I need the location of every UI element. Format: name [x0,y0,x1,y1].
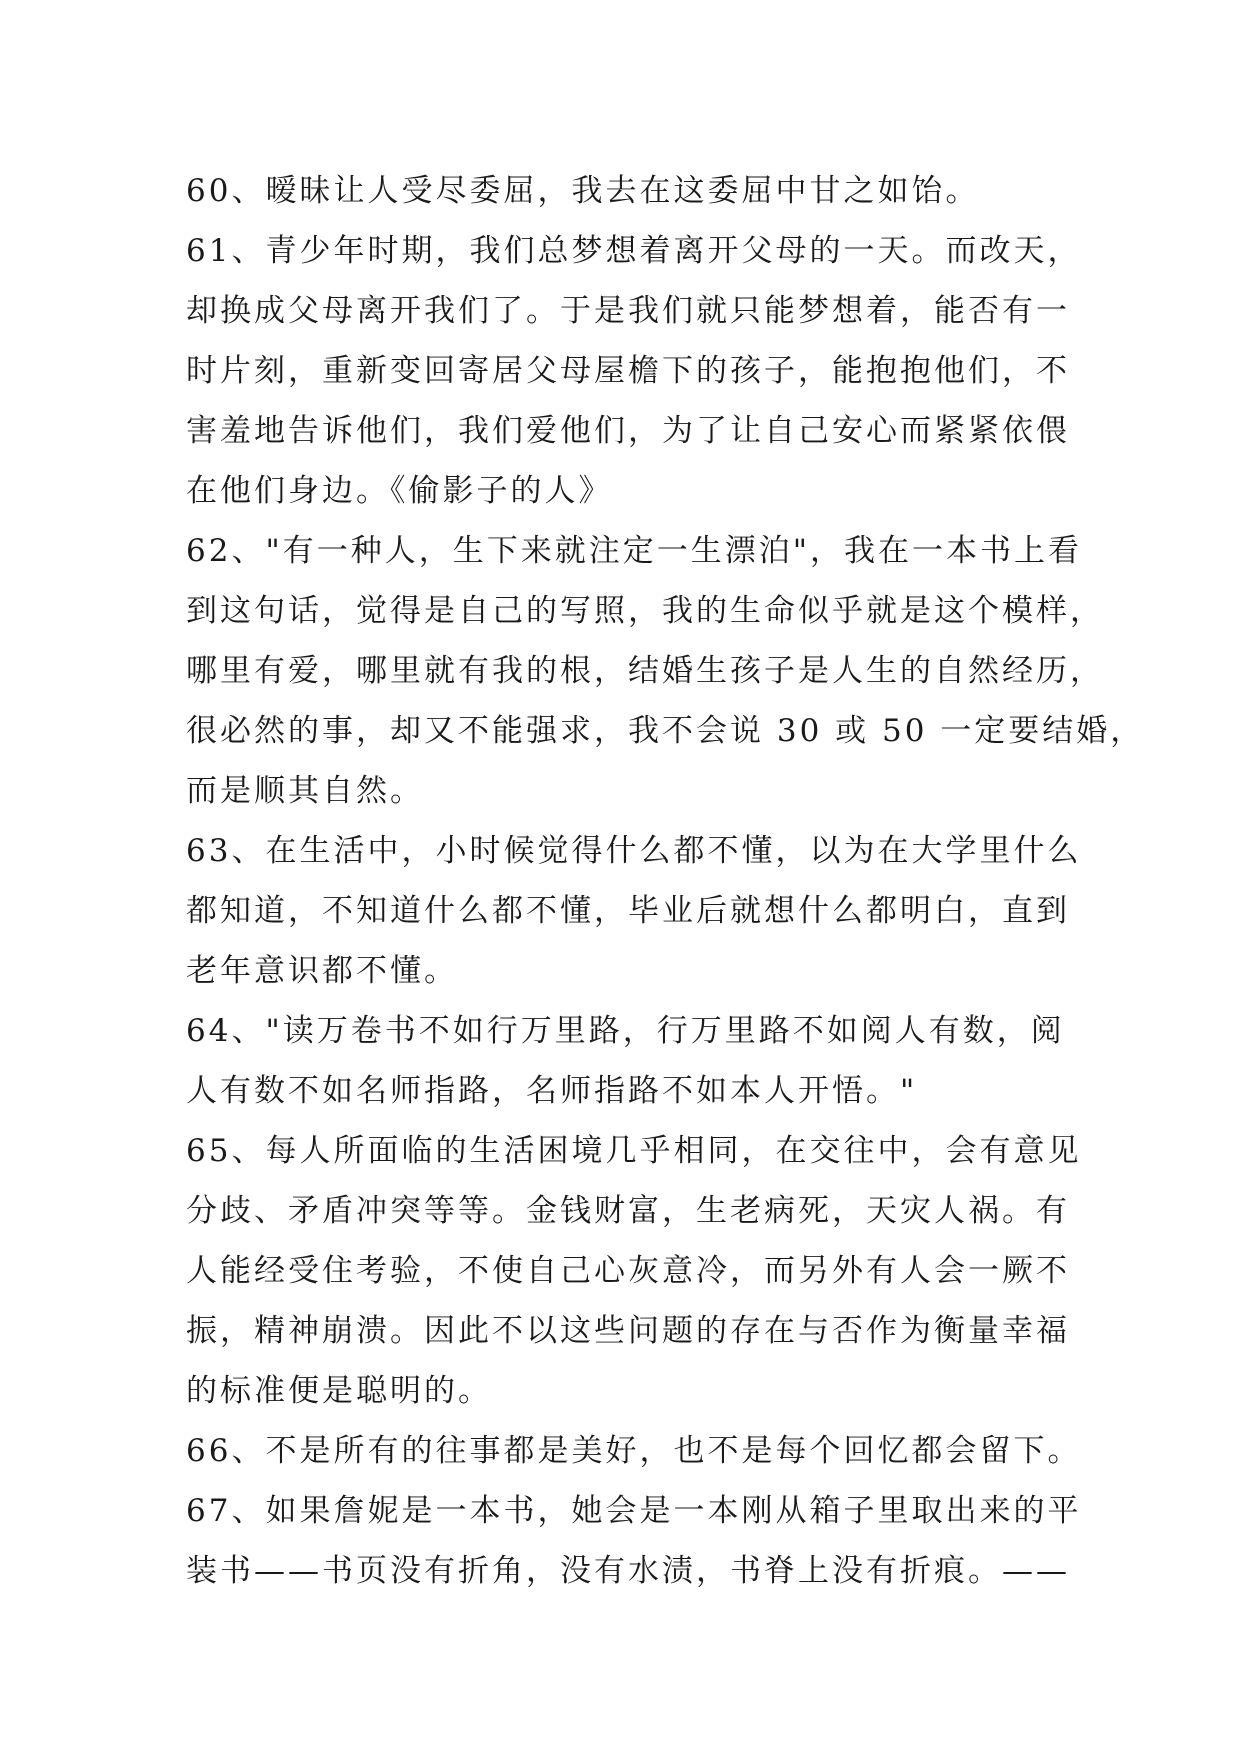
text-line: 装书——书页没有折角，没有水渍，书脊上没有折痕。—— [186,1553,1070,1589]
text-line: 63、在生活中，小时候觉得什么都不懂，以为在大学里什么 [186,833,1082,869]
text-line: 61、青少年时期，我们总梦想着离开父母的一天。而改天， [186,233,1082,269]
text-line: 而是顺其自然。 [186,773,424,809]
document-body [186,161,1145,1601]
text-line: 60、暧昧让人受尽委屈，我去在这委屈中甘之如饴。 [186,173,980,209]
text-line: 害羞地告诉他们，我们爱他们，为了让自己安心而紧紧依偎 [186,413,1070,449]
text-line: 振，精神崩溃。因此不以这些问题的存在与否作为衡量幸福 [186,1313,1070,1349]
text-line: 人能经受住考验，不使自己心灰意冷，而另外有人会一厥不 [186,1253,1070,1289]
text-line: 的标准便是聪明的。 [186,1373,492,1409]
text-line: 66、不是所有的往事都是美好，也不是每个回忆都会留下。 [186,1433,1082,1469]
text-line: 67、如果詹妮是一本书，她会是一本刚从箱子里取出来的平 [186,1493,1082,1529]
text-line: 到这句话，觉得是自己的写照，我的生命似乎就是这个模样， [186,593,1104,629]
text-line: 时片刻，重新变回寄居父母屋檐下的孩子，能抱抱他们，不 [186,353,1070,389]
text-line: 62、"有一种人，生下来就注定一生漂泊"，我在一本书上看 [186,533,1082,569]
text-line: 却换成父母离开我们了。于是我们就只能梦想着，能否有一 [186,293,1070,329]
text-line: 都知道，不知道什么都不懂，毕业后就想什么都明白，直到 [186,893,1070,929]
text-line: 64、"读万卷书不如行万里路，行万里路不如阅人有数，阅 [186,1013,1065,1049]
text-line: 65、每人所面临的生活困境几乎相同，在交往中，会有意见 [186,1133,1082,1169]
text-line: 分歧、矛盾冲突等等。金钱财富，生老病死，天灾人祸。有 [186,1193,1070,1229]
text-line: 人有数不如名师指路，名师指路不如本人开悟。" [186,1073,918,1109]
text-line: 在他们身边。《偷影子的人》 [186,473,613,509]
text-line: 哪里有爱，哪里就有我的根，结婚生孩子是人生的自然经历， [186,653,1104,689]
text-line: 很必然的事，却又不能强求，我不会说 30 或 50 一定要结婚， [186,713,1145,749]
text-line: 老年意识都不懂。 [186,953,458,989]
